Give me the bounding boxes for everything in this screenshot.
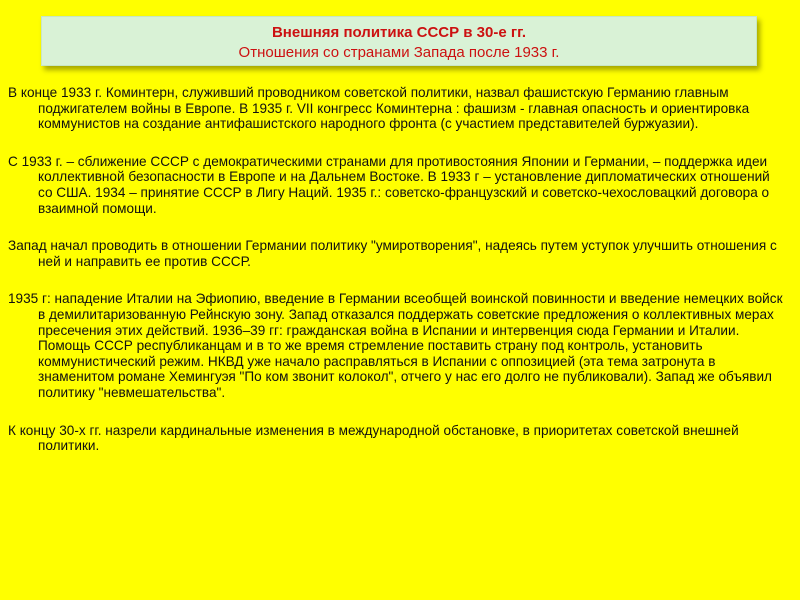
paragraph-1935-events: 1935 г: нападение Италии на Эфиопию, введение в Германии всеобщей воинской повинности и введение немецких войск в демилитаризованную Рейнскую зону. Запад отказался поддержать советские предложения о коллективных мерах пресечения этих действий. 1936–39 гг: гражданская война в Испании и интервенция сюда Германии и Италии. Помощь СССР республиканцам и в то же время стремление поставить страну под контроль, установить коммунистический режим. НКВД уже начало расправляться в Испании с оппозицией (эта тема затронута в знаменитом романе Хемингуэя "По ком звонит колокол", отчего у нас его долго не публиковали). Запад же объявил политику "невмешательства". [8, 291, 783, 400]
paragraph-rapprochement: С 1933 г. – сближение СССР с демократическими странами для противостояния Японии и Германии, – поддержка идеи коллективной безопасности в Европе и на Дальнем Востоке. В 1933 г – установление дипломатических отношений со США. 1934 – принятие СССР в Лигу Наций. 1935 г.: советско-французский и советско-чехословацкий договора о взаимной помощи. [8, 153, 770, 216]
paragraph-conclusion: К концу 30-х гг. назрели кардинальные изменения в международной обстановке, в приоритетах советской внешней политики. [8, 422, 739, 454]
slide-body [8, 85, 788, 476]
paragraph-appeasement: Запад начал проводить в отношении Германии политику "умиротворения", надеясь путем уступок улучшить отношения с ней и направить ее против СССР. [8, 238, 777, 269]
slide-title: Внешняя политика СССР в 30-е гг. [271, 24, 527, 41]
title-box [41, 16, 757, 66]
slide-subtitle: Отношения со странами Запада после 1933 г. [238, 44, 560, 61]
paragraph-comintern: В конце 1933 г. Коминтерн, служивший проводником советской политики, назвал фашистскую Германию главным поджигателем войны в Европе. В 1935 г. VII конгресс Коминтерна : фашизм - главная опасность и ориентировка коммунистов на создание антифашистского народного фронта (с участием представителей буржуазии). [8, 85, 750, 132]
